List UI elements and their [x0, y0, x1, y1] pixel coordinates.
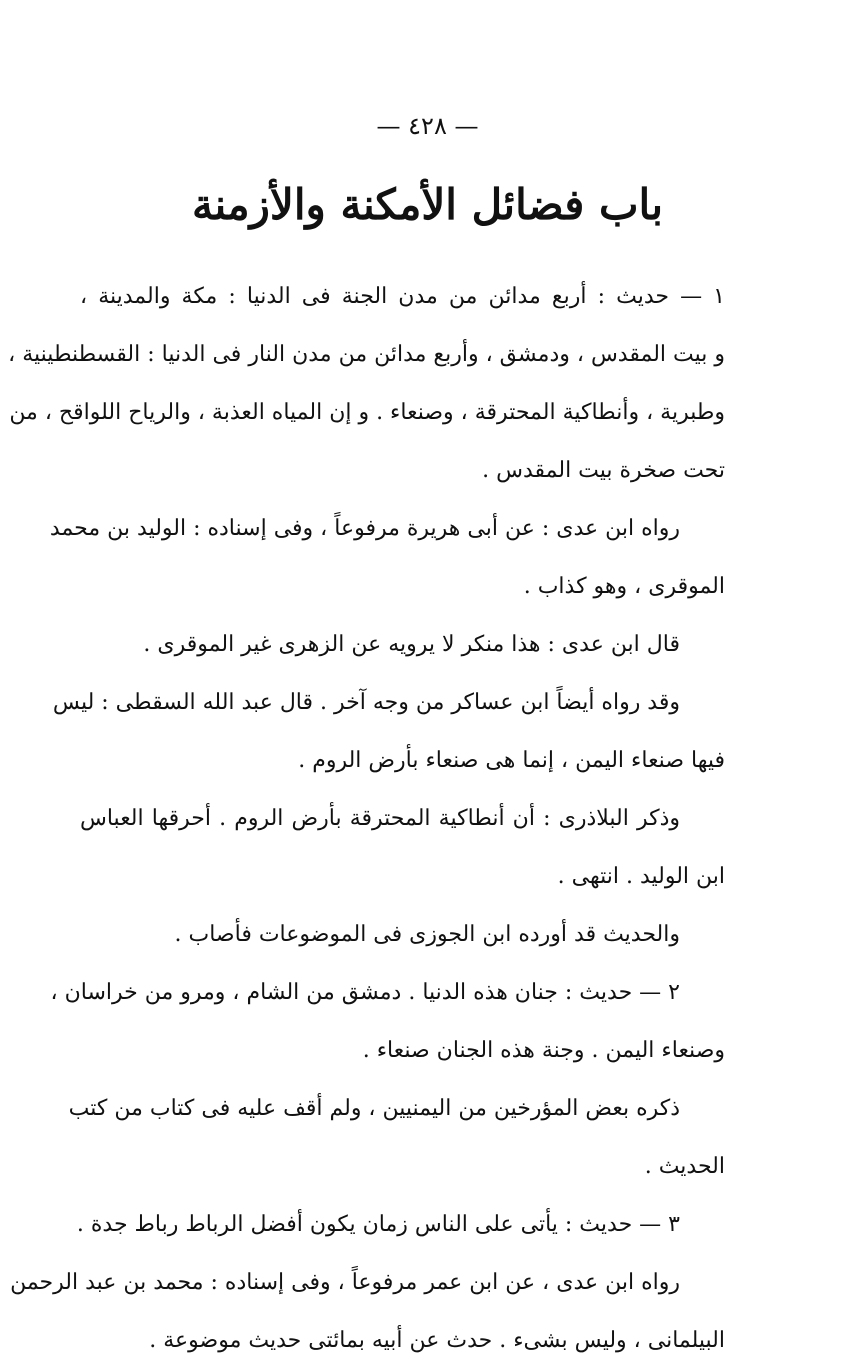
text-line: والحديث قد أورده ابن الجوزى فى الموضوعات فأصاب . — [174, 922, 680, 947]
text-line: الموقرى ، وهو كذاب . — [523, 574, 725, 599]
text-line: فيها صنعاء اليمن ، إنما هى صنعاء بأرض الروم . — [298, 748, 725, 773]
text-line: و بيت المقدس ، ودمشق ، وأربع مدائن من مدن النار فى الدنيا : القسطنطينية ، — [8, 342, 725, 367]
text-line: ابن الوليد . انتهى . — [557, 864, 725, 889]
text-line: وطبرية ، وأنطاكية المحترقة ، وصنعاء . و إن المياه العذبة ، والرياح اللواقح ، من — [9, 400, 725, 425]
text-line: تحت صخرة بيت المقدس . — [482, 458, 725, 483]
text-line: قال ابن عدى : هذا منكر لا يرويه عن الزهرى غير الموقرى . — [143, 632, 680, 657]
text-line: وصنعاء اليمن . وجنة هذه الجنان صنعاء . — [362, 1038, 725, 1063]
text-line: ٢ — حديث : جنان هذه الدنيا . دمشق من الشام ، ومرو من خراسان ، — [50, 980, 680, 1005]
text-line: ٣ — حديث : يأتى على الناس زمان يكون أفضل الرباط رباط جدة . — [76, 1212, 680, 1237]
text-line: الحديث . — [644, 1154, 725, 1179]
chapter-title: باب فضائل الأمكنة والأزمنة — [191, 180, 664, 229]
body-text — [8, 268, 725, 1370]
text-line: رواه ابن عدى : عن أبى هريرة مرفوعاً ، وفى إسناده : الوليد بن محمد — [49, 516, 680, 541]
text-line: وقد رواه أيضاً ابن عساكر من وجه آخر . قال عبد الله السقطى : ليس — [52, 690, 680, 715]
text-line: وذكر البلاذرى : أن أنطاكية المحترقة بأرض الروم . أحرقها العباس — [80, 806, 680, 831]
page-number: — ٤٢٨ — — [376, 112, 479, 140]
text-line: ١ — حديث : أربع مدائن من مدن الجنة فى الدنيا : مكة والمدينة ، — [80, 284, 725, 309]
text-line: البيلمانى ، وليس بشىء . حدث عن أبيه بمائتى حديث موضوعة . — [149, 1328, 725, 1353]
text-line: ذكره بعض المؤرخين من اليمنيين ، ولم أقف عليه فى كتاب من كتب — [68, 1096, 680, 1121]
text-line: رواه ابن عدى ، عن ابن عمر مرفوعاً ، وفى إسناده : محمد بن عبد الرحمن — [10, 1270, 680, 1295]
